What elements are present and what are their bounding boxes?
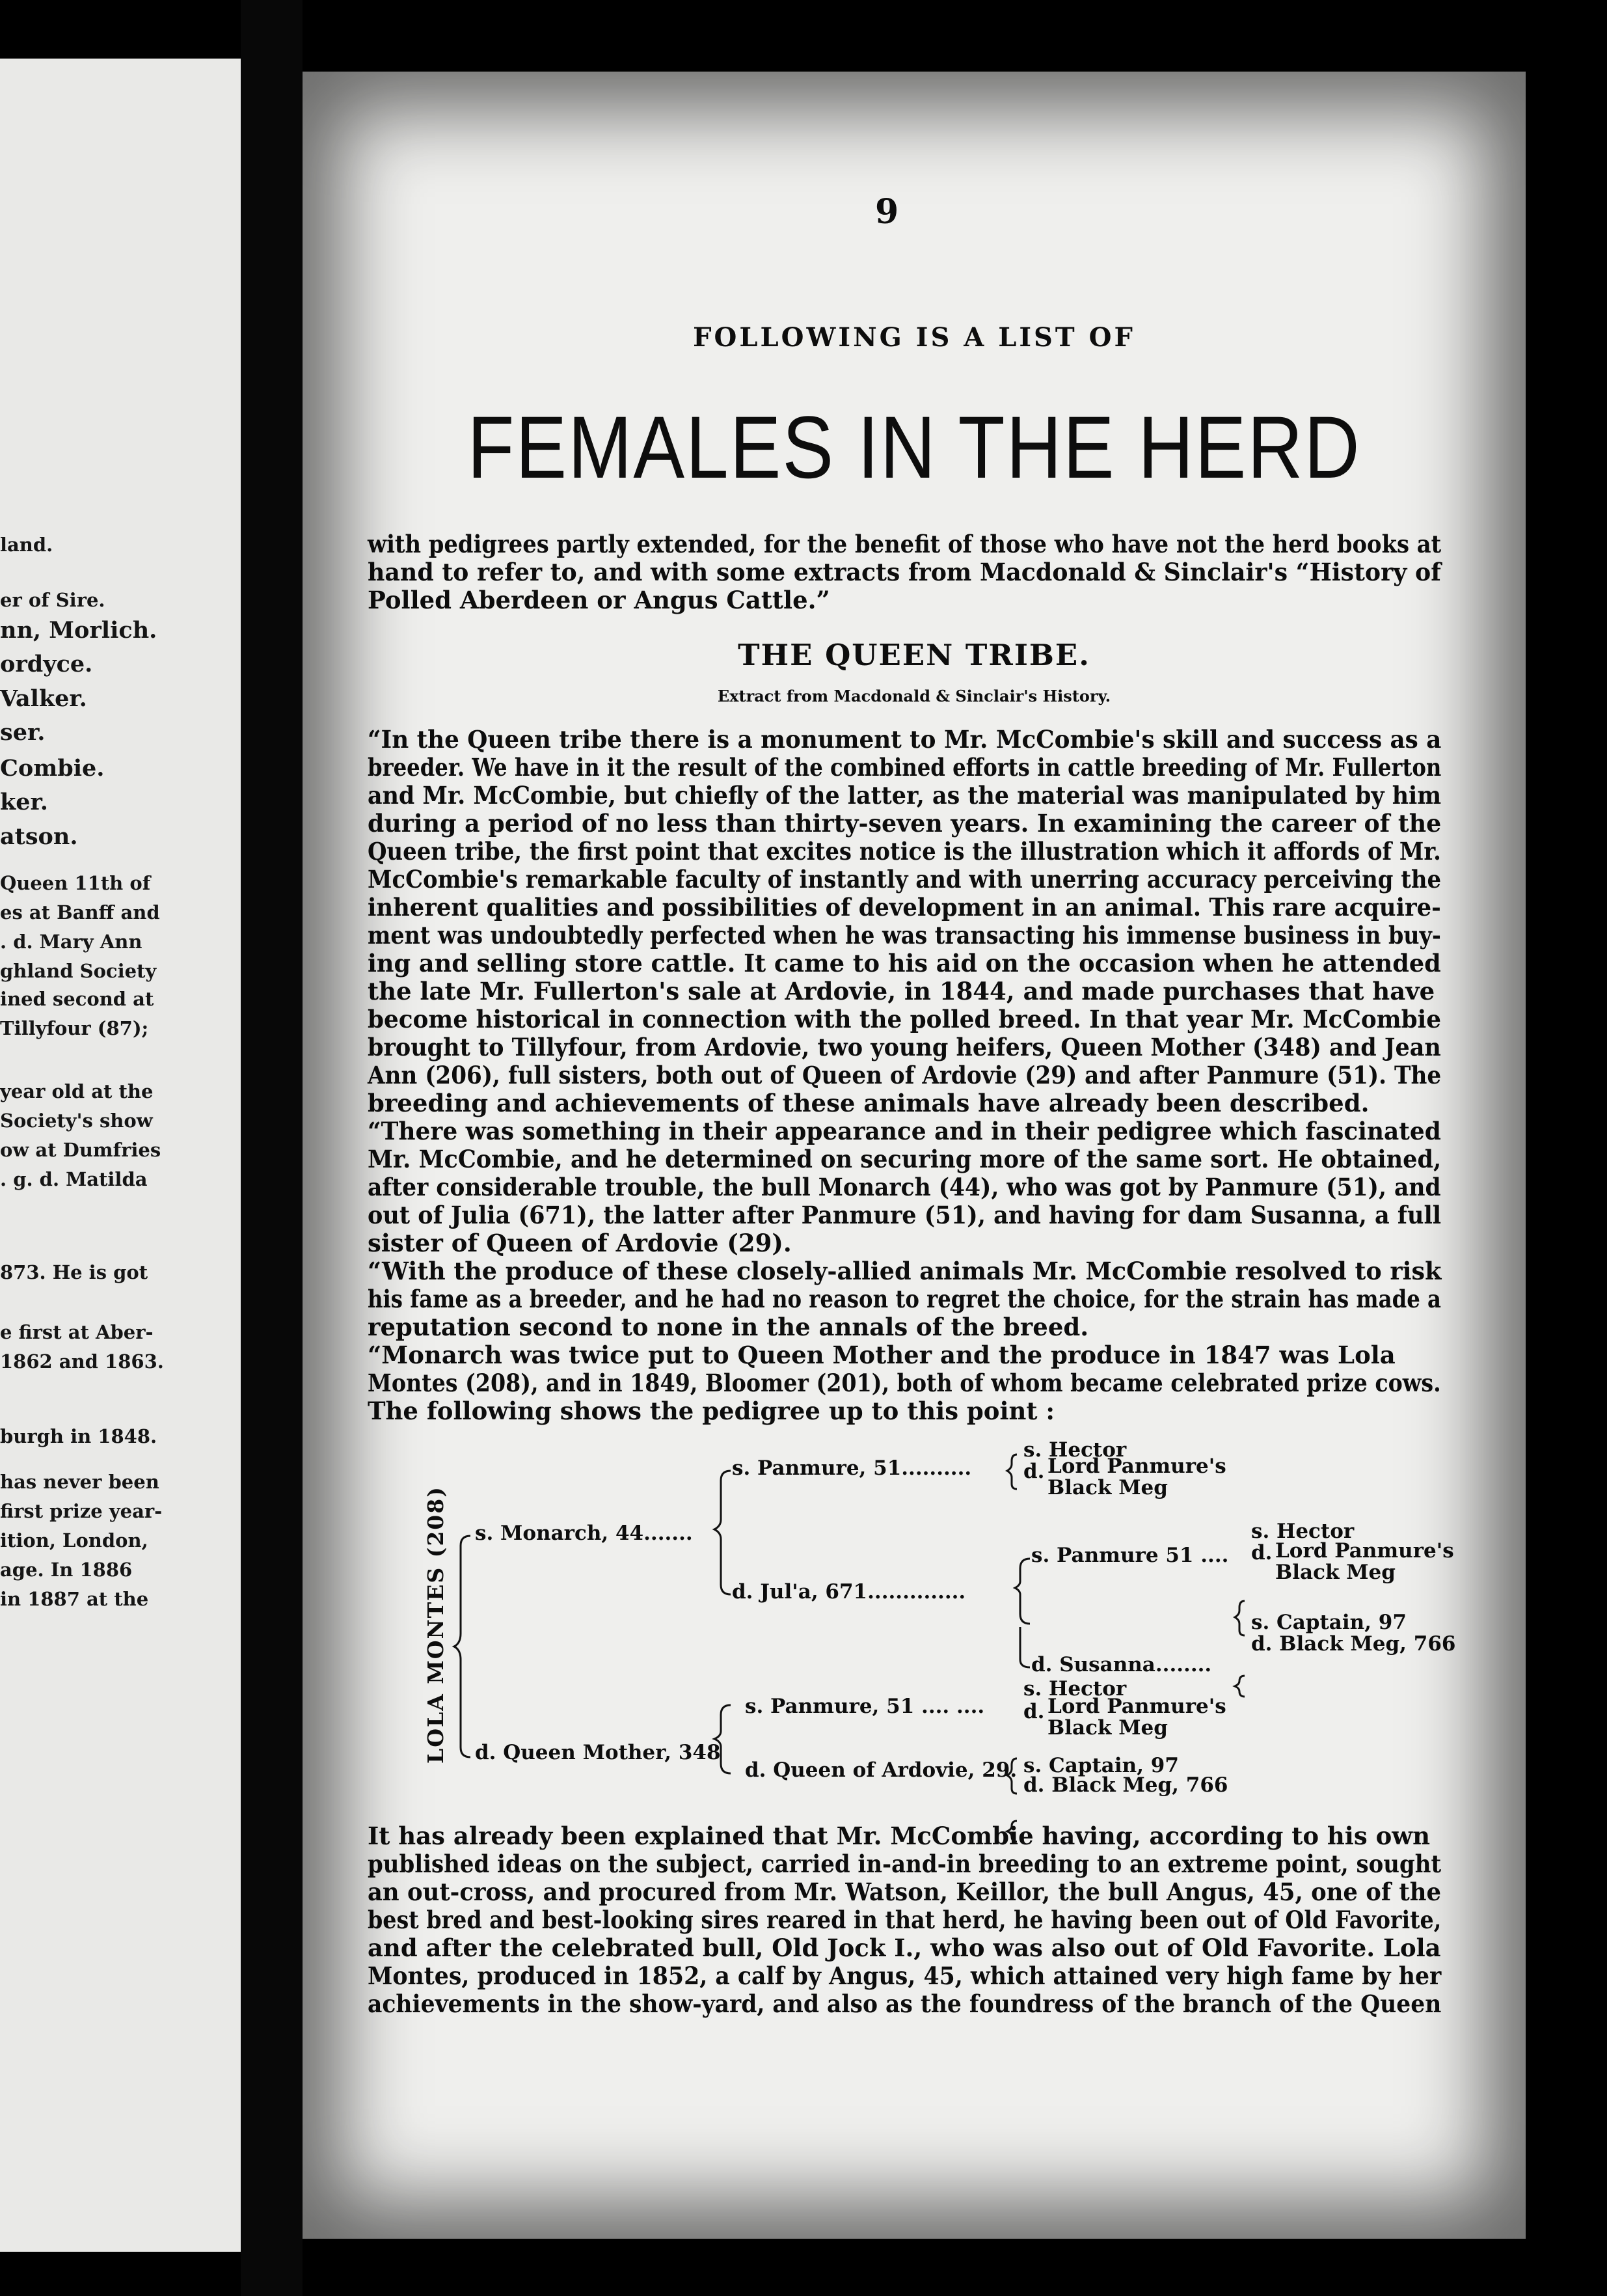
extract-line: during a period of no less than thirty-seven years. In examining the career of the — [368, 809, 1442, 838]
previous-page-line: ghland Society — [0, 960, 157, 982]
extract-line: sister of Queen of Ardovie (29). — [368, 1229, 792, 1257]
extract-line: after considerable trouble, the bull Monarch (44), who was got by Panmure (51), and — [368, 1173, 1441, 1201]
extract-line: inherent qualities and possibilities of development in an animal. This rare acquire- — [368, 893, 1441, 922]
previous-page-line: land. — [0, 534, 53, 556]
pedigree-sire: s. Monarch, 44....... — [475, 1522, 693, 1545]
pedigree-sdd-sire: s. Captain, 97 — [1251, 1611, 1407, 1634]
extract-line: out of Julia (671), the latter after Panmure (51), and having for dam Susanna, a full — [368, 1201, 1442, 1229]
pedigree-dd-dam: d. Black Meg, 766 — [1023, 1773, 1228, 1797]
extract-line: his fame as a breeder, and he had no reason to regret the choice, for the strain has made a — [368, 1285, 1441, 1313]
pedigree-ds-dam-line2: Black Meg — [1047, 1716, 1168, 1740]
extract-line: Ann (206), full sisters, both out of Queen of Ardovie (29) and after Panmure (51). The — [368, 1061, 1442, 1089]
previous-page-line: es at Banff and — [0, 901, 160, 923]
extract-line: reputation second to none in the annals of the breed. — [368, 1313, 1089, 1341]
previous-page-line: . d. Mary Ann — [0, 931, 142, 953]
book-gutter — [241, 0, 303, 2296]
pedigree-sire-dam: d. Jul'a, 671.............. — [732, 1580, 966, 1604]
pedigree-subject: LOLA MONTES (208) — [423, 1486, 448, 1764]
previous-page-line: atson. — [0, 823, 78, 850]
book-page — [303, 72, 1526, 2239]
extract-line: “There was something in their appearance and in their pedigree which fascinated — [368, 1117, 1441, 1145]
pedigree-dam: d. Queen Mother, 348 — [475, 1741, 721, 1764]
previous-page-line: ker. — [0, 789, 48, 815]
extract-line: Montes (208), and in 1849, Bloomer (201), both of whom became celebrated prize cows. — [368, 1369, 1441, 1397]
previous-page-line: 873. He is got — [0, 1261, 148, 1283]
extract-line: The following shows the pedigree up to this point : — [368, 1397, 1055, 1425]
closing-line: Montes, produced in 1852, a calf by Angus, 45, which attained very high fame by her — [368, 1961, 1442, 1990]
pedigree-sd-dam: d. Susanna........ — [1031, 1653, 1212, 1676]
extract-line: brought to Tillyfour, from Ardovie, two young heifers, Queen Mother (348) and Jean — [368, 1033, 1441, 1061]
intro-line: hand to refer to, and with some extracts from Macdonald & Sinclair's “History of — [368, 558, 1441, 586]
previous-page-line: first prize year- — [0, 1500, 163, 1522]
pedigree-dam-sire: s. Panmure, 51 .... .... — [745, 1695, 985, 1718]
extract-note: Extract from Macdonald & Sinclair's History. — [717, 687, 1111, 705]
extract-line: ing and selling store cattle. It came to his aid on the occasion when he attended — [368, 949, 1441, 977]
extract-line: Queen tribe, the first point that excites notice is the illustration which it affords of Mr. — [368, 837, 1441, 866]
closing-line: and after the celebrated bull, Old Jock I., who was also out of Old Favorite. Lola — [368, 1934, 1441, 1962]
extract-line: breeder. We have in it the result of the combined efforts in cattle breeding of Mr. Fullerton — [368, 753, 1442, 782]
pedigree-ss-sire: s. Hector — [1023, 1438, 1127, 1462]
intro-line: Polled Aberdeen or Angus Cattle.” — [368, 586, 830, 614]
extract-line: McCombie's remarkable faculty of instantly and with unerring accuracy perceiving the — [368, 865, 1442, 894]
previous-page-line: e first at Aber- — [0, 1321, 154, 1343]
extract-line: and Mr. McCombie, but chiefly of the latter, as the material was manipulated by him — [368, 781, 1442, 810]
previous-page-line: Combie. — [0, 755, 105, 782]
previous-page-line: has never been — [0, 1471, 159, 1493]
previous-page-line: nn, Morlich. — [0, 617, 157, 644]
extract-line: ment was undoubtedly perfected when he was transacting his immense business in buy- — [368, 921, 1441, 950]
previous-page-fragment — [0, 59, 241, 2252]
previous-page-line: 1862 and 1863. — [0, 1350, 164, 1373]
previous-page-line: . g. d. Matilda — [0, 1168, 148, 1190]
pedigree-sds-sire: s. Hector — [1251, 1520, 1355, 1543]
page-title: FEMALES IN THE HERD — [467, 398, 1361, 497]
previous-page-line: ser. — [0, 719, 46, 746]
section-heading: THE QUEEN TRIBE. — [738, 638, 1090, 672]
closing-line: an out-cross, and procured from Mr. Watson, Keillor, the bull Angus, 45, one of the — [368, 1878, 1442, 1906]
previous-page-line: er of Sire. — [0, 589, 105, 611]
previous-page-line: ordyce. — [0, 651, 93, 677]
extract-line: “In the Queen tribe there is a monument to Mr. McCombie's skill and success as a — [368, 725, 1442, 754]
closing-line: published ideas on the subject, carried in-and-in breeding to an extreme point, sought — [368, 1850, 1442, 1878]
intro-line: with pedigrees partly extended, for the benefit of those who have not the herd books at — [368, 530, 1442, 558]
extract-line: the late Mr. Fullerton's sale at Ardovie, in 1844, and made purchases that have — [368, 977, 1435, 1005]
previous-page-line: ition, London, — [0, 1529, 148, 1551]
pedigree-ss-dam-line1: Lord Panmure's — [1047, 1455, 1226, 1478]
closing-line: best bred and best-looking sires reared in that herd, he having been out of Old Favorite, — [368, 1906, 1442, 1934]
extract-line: “With the produce of these closely-allied animals Mr. McCombie resolved to risk — [368, 1257, 1442, 1285]
extract-line: Mr. McCombie, and he determined on securing more of the same sort. He obtained, — [368, 1145, 1442, 1173]
pedigree-ds-d-label: d. — [1023, 1700, 1045, 1723]
kicker-heading: FOLLOWING IS A LIST OF — [693, 322, 1135, 353]
pedigree-ds-sire: s. Hector — [1023, 1677, 1127, 1701]
closing-line: achievements in the show-yard, and also as the foundress of the branch of the Queen — [368, 1989, 1442, 2018]
extract-line: breeding and achievements of these animals have already been described. — [368, 1089, 1370, 1117]
previous-page-line: ow at Dumfries — [0, 1139, 161, 1161]
previous-page-line: year old at the — [0, 1080, 154, 1102]
pedigree-sds-dam-line2: Black Meg — [1275, 1561, 1396, 1584]
page-number: 9 — [875, 192, 899, 232]
extract-line: become historical in connection with the polled breed. In that year Mr. McCombie — [368, 1005, 1441, 1033]
previous-page-line: Valker. — [0, 685, 87, 712]
extract-line: “Monarch was twice put to Queen Mother and the produce in 1847 was Lola — [368, 1341, 1396, 1369]
closing-line: It has already been explained that Mr. McCombie having, according to his own — [368, 1822, 1431, 1850]
pedigree-ds-dam-line1: Lord Panmure's — [1047, 1695, 1226, 1718]
pedigree-ss-dam-line2: Black Meg — [1047, 1476, 1168, 1499]
previous-page-line: age. In 1886 — [0, 1559, 133, 1581]
pedigree-sd-sire: s. Panmure 51 .... — [1031, 1544, 1229, 1567]
previous-page-line: Society's show — [0, 1110, 153, 1132]
previous-page-line: Tillyfour (87); — [0, 1017, 149, 1039]
pedigree-sds-dam-line1: Lord Panmure's — [1275, 1539, 1454, 1563]
closing-paragraph — [368, 1822, 1441, 2018]
previous-page-line: Queen 11th of — [0, 872, 151, 894]
pedigree-dd-sire: s. Captain, 97 — [1023, 1754, 1179, 1777]
pedigree-sire-sire: s. Panmure, 51.......... — [732, 1456, 972, 1480]
pedigree-sds-d-label: d. — [1251, 1541, 1273, 1565]
pedigree-sdd-dam: d. Black Meg, 766 — [1251, 1632, 1456, 1656]
previous-page-line: ined second at — [0, 988, 154, 1010]
previous-page-line: in 1887 at the — [0, 1588, 149, 1610]
pedigree-ss-d-label: d. — [1023, 1460, 1045, 1483]
pedigree-dam-dam: d. Queen of Ardovie, 29. — [745, 1758, 1018, 1782]
previous-page-line: burgh in 1848. — [0, 1425, 157, 1447]
